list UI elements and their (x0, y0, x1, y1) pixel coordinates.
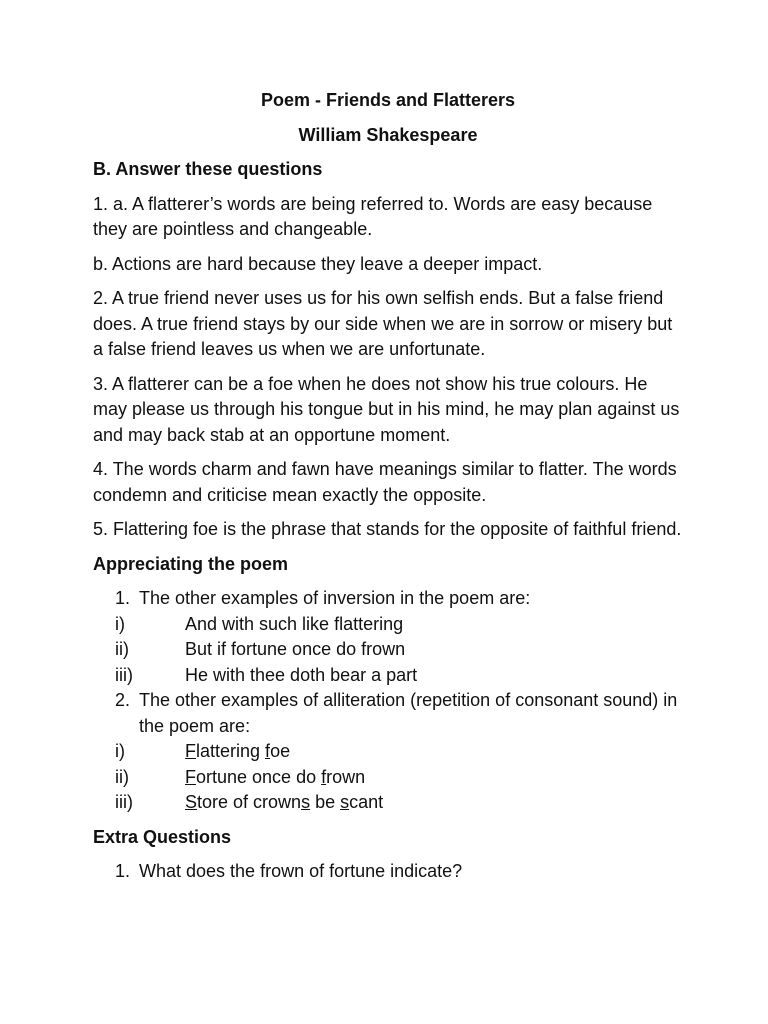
example-text-segment: rown (326, 766, 366, 787)
appreciating-list (93, 586, 683, 816)
alliterated-letter: F (185, 766, 196, 787)
list-number: 1. (115, 588, 131, 608)
answer-1a: 1. a. A flatterer’s words are being referred to. Words are easy because they are pointless and changeable. (93, 193, 653, 239)
alliterated-letter: s (301, 792, 311, 812)
poem-title: Poem - Friends and Flatterers (260, 90, 516, 110)
answer-3: 3. A flatterer can be a foe when he does not show his true colours. He may please us through his tongue but in his mind, he may plan against us and may back stab at an opportune moment. (93, 373, 680, 445)
alliterated-letter: f (321, 766, 327, 787)
list-number: 2. (115, 690, 131, 710)
sub-list-item (115, 663, 683, 689)
example-text: But if fortune once do frown (185, 639, 406, 659)
example-text (185, 741, 290, 761)
appreciating-heading: Appreciating the poem (93, 553, 289, 574)
roman-numeral: iii) (115, 664, 133, 685)
list-number: 1. (115, 861, 131, 881)
alliterated-letter: S (185, 792, 198, 812)
extra-questions-heading: Extra Questions (93, 826, 232, 847)
example-text-segment: cant (349, 792, 384, 812)
document-content (93, 88, 683, 894)
example-text-segment: be (310, 792, 341, 812)
sub-list-item (115, 612, 683, 638)
answer-5: 5. Flattering foe is the phrase that stands for the opposite of faithful friend. (93, 519, 682, 539)
sub-list-item (115, 765, 683, 791)
example-text: He with thee doth bear a part (185, 664, 418, 685)
alliterated-letter: F (185, 741, 196, 761)
example-text-segment: lattering (196, 741, 266, 761)
list-item (93, 688, 683, 739)
alliterated-letter: s (340, 792, 350, 812)
example-text: And with such like flattering (185, 613, 404, 634)
example-text (185, 792, 383, 812)
example-text (185, 767, 365, 787)
list-item-text: The other examples of inversion in the poem are: (139, 588, 531, 608)
roman-numeral: i) (115, 613, 125, 634)
answer-2: 2. A true friend never uses us for his own selfish ends. But a false friend does. A true friend stays by our side when we are in sorrow or misery but a false friend leaves us when we are unfortunate. (93, 288, 673, 359)
roman-numeral: i) (115, 741, 125, 761)
example-text-segment: tore of crown (197, 792, 302, 812)
list-item-text: What does the frown of fortune indicate? (139, 861, 463, 881)
list-item (93, 859, 683, 885)
extra-questions-list (93, 859, 683, 885)
section-b-heading: B. Answer these questions (93, 159, 323, 179)
list-item (93, 586, 683, 612)
roman-numeral: ii) (115, 766, 129, 787)
roman-numeral: ii) (115, 639, 129, 659)
list-item-text: The other examples of alliteration (repetition of consonant sound) in the poem are: (139, 690, 678, 736)
sub-list-item (115, 637, 683, 663)
alliterated-letter: f (265, 741, 271, 761)
poem-author: William Shakespeare (298, 124, 478, 145)
answer-4: 4. The words charm and fawn have meanings similar to flatter. The words condemn and criticise mean exactly the opposite. (93, 459, 677, 505)
sub-list-item (115, 790, 683, 816)
inversion-examples (93, 612, 683, 689)
roman-numeral: iii) (115, 792, 133, 812)
alliteration-examples (93, 739, 683, 816)
sub-list-item (115, 739, 683, 765)
example-text-segment: oe (270, 741, 291, 761)
example-text-segment: ortune once do (196, 766, 322, 787)
answer-1b: b. Actions are hard because they leave a deeper impact. (93, 253, 543, 274)
